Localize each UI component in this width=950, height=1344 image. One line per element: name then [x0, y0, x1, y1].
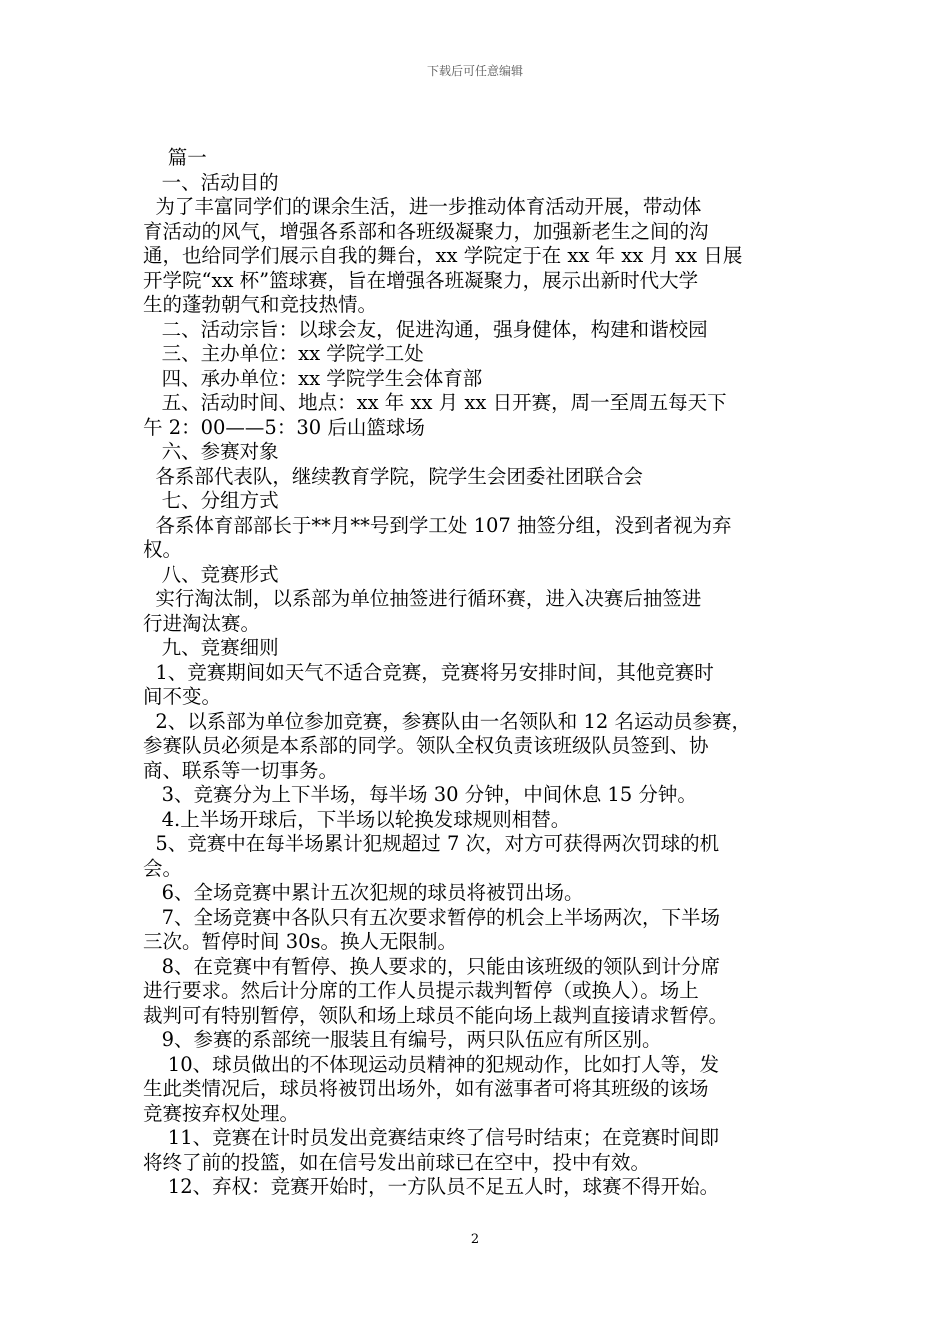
body-line: 各系体育部部长于**月**号到学工处 107 抽签分组，没到者视为弃 [143, 513, 732, 537]
body-line: 权。 [143, 538, 183, 561]
body-line: 育活动的风气，增强各系部和各班级凝聚力，加强新老生之间的沟 [143, 219, 709, 243]
body-line: 间不变。 [143, 685, 222, 708]
body-line: 二、活动宗旨：以球会友，促进沟通，强身健体，构建和谐校园 [143, 317, 708, 341]
body-line: 裁判可有特别暂停，领队和场上球员不能向场上裁判直接请求暂停。 [143, 1003, 729, 1027]
body-line: 7、全场竞赛中各队只有五次要求暂停的机会上半场两次，下半场 [143, 905, 721, 929]
body-line: 5、竞赛中在每半场累计犯规超过 7 次，对方可获得两次罚球的机 [143, 832, 720, 855]
body-line: 九、竞赛细则 [143, 636, 279, 659]
body-line: 六、参赛对象 [143, 440, 279, 463]
body-line: 为了丰富同学们的课余生活，进一步推动体育活动开展，带动体 [143, 195, 702, 218]
body-line: 12、弃权：竞赛开始时，一方队员不足五人时，球赛不得开始。 [143, 1175, 720, 1198]
body-line: 生的蓬勃朝气和竞技热情。 [143, 293, 378, 316]
body-line: 进行要求。然后计分席的工作人员提示裁判暂停（或换人）。场上 [143, 979, 699, 1002]
page-number: 2 [470, 1232, 480, 1247]
body-line: 三、主办单位：xx 学院学工处 [143, 342, 424, 365]
body-line: 五、活动时间、地点：xx 年 xx 月 xx 日开赛，周一至周五每天下 [143, 391, 727, 414]
body-line: 9、参赛的系部统一服装且有编号，两只队伍应有所区别。 [143, 1028, 662, 1051]
body-line: 10、球员做出的不体现运动员精神的犯规动作，比如打人等，发 [143, 1052, 720, 1076]
body-line: 四、承办单位：xx 学院学生会体育部 [143, 366, 483, 390]
body-line: 实行淘汰制，以系部为单位抽签进行循环赛，进入决赛后抽签进 [143, 587, 702, 610]
body-line: 会。 [143, 856, 183, 880]
body-line: 将终了前的投篮，如在信号发出前球已在空中，投中有效。 [143, 1150, 651, 1174]
body-line: 一、活动目的 [143, 170, 279, 194]
body-line: 2、以系部为单位参加竞赛，参赛队由一名领队和 12 名运动员参赛， [143, 709, 752, 733]
body-line: 3、竞赛分为上下半场，每半场 30 分钟，中间休息 15 分钟。 [143, 783, 697, 806]
body-line: 8、在竞赛中有暂停、换人要求的，只能由该班级的领队到计分席 [143, 954, 721, 978]
body-line: 生此类情况后，球员将被罚出场外，如有滋事者可将其班级的该场 [143, 1077, 709, 1100]
body-line: 三次。暂停时间 30s。换人无限制。 [143, 930, 458, 953]
body-line: 1、竞赛期间如天气不适合竞赛，竞赛将另安排时间，其他竞赛时 [143, 660, 714, 684]
page-header-note: 下载后可任意编辑 [426, 64, 523, 78]
document-body [143, 146, 813, 1200]
body-line: 篇一 [143, 146, 207, 169]
body-line: 商、联系等一切事务。 [143, 758, 339, 782]
body-line: 行进淘汰赛。 [143, 611, 261, 635]
body-line: 各系部代表队，继续教育学院，院学生会团委社团联合会 [143, 464, 643, 488]
body-line: 七、分组方式 [143, 489, 279, 512]
body-line: 4.上半场开球后，下半场以轮换发球规则相替。 [143, 807, 571, 831]
body-line: 6、全场竞赛中累计五次犯规的球员将被罚出场。 [143, 881, 584, 904]
body-line: 11、竞赛在计时员发出竞赛结束终了信号时结束；在竞赛时间即 [143, 1126, 720, 1149]
body-line: 开学院“xx 杯”篮球赛，旨在增强各班凝聚力，展示出新时代大学 [143, 268, 699, 292]
body-line: 午 2：00——5：30 后山篮球场 [143, 415, 425, 439]
body-line: 通，也给同学们展示自我的舞台，xx 学院定于在 xx 年 xx 月 xx 日展 [143, 244, 743, 267]
body-line: 参赛队员必须是本系部的同学。领队全权负责该班级队员签到、协 [143, 734, 709, 757]
body-line: 竞赛按弃权处理。 [143, 1101, 300, 1125]
body-line: 八、竞赛形式 [143, 562, 279, 586]
